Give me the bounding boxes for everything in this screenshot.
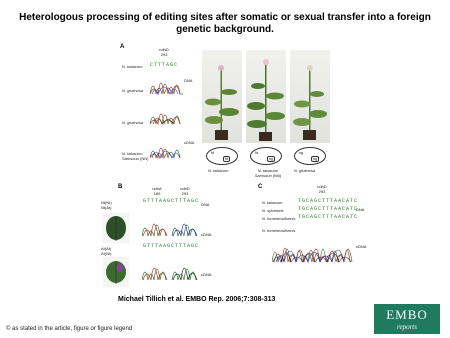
panel-c-chromatogram — [272, 232, 354, 266]
panel-a-letter: A — [120, 44, 125, 50]
panel-c-species-1: N. tabacum — [262, 200, 283, 205]
logo-sub-text: reports — [397, 323, 417, 331]
leaf-photo-at — [103, 257, 129, 287]
panel-c-seq-2: TGCAGCTTTAACATC — [298, 206, 359, 212]
panel-b-gene-2 — [176, 187, 194, 196]
panel-b-chromatograms — [142, 208, 200, 288]
panel-a-trace-1 — [150, 83, 183, 94]
panel-a-species-4-sub: Samsoun (NN) — [122, 156, 149, 161]
panel-a-trace-3 — [150, 148, 180, 158]
panel-b-gene-2-name: ndhD — [180, 186, 190, 191]
panel-a-species-2: N. glutinosa — [122, 88, 144, 93]
panel-b-row-label-3: At(At) — [101, 246, 112, 251]
panel-b-seq-1b: CTTTAGC — [171, 198, 200, 204]
plant-samsoun-image — [246, 50, 286, 143]
leaf-photo-nt — [103, 213, 129, 243]
panel-c-gene-pos: 293 — [318, 188, 326, 194]
genotype-bubble-1 — [206, 147, 238, 165]
panel-c-dna-label: DNA — [356, 207, 365, 212]
panel-b-cdna-label-2: cDNA — [201, 272, 212, 277]
panel-b-row-label-2: Nt(At) — [101, 205, 112, 210]
panel-b-gene-1-name: ndhA — [152, 186, 162, 191]
figure-citation: Michael Tillich et al. EMBO Rep. 2006;7:308-313 — [118, 296, 276, 303]
genotype-bubble-2 — [250, 147, 282, 165]
panel-b-seq-2b: CTTTAGC — [171, 243, 200, 249]
panel-c-gene-name: ndhD — [317, 184, 327, 189]
plant-caption-3: N. glutinosa — [294, 168, 316, 173]
panel-b-row-label-1: Nt(Nt) — [101, 200, 112, 205]
panel-c-gene — [312, 185, 332, 194]
panel-b-gene-1-pos: 189 — [153, 190, 161, 196]
panel-b-trace-bottom — [142, 268, 197, 280]
panel-a-gene-name: ndhD — [159, 47, 169, 52]
panel-c-letter: C — [258, 184, 263, 190]
panel-b-gene-2-pos: 293 — [181, 190, 189, 196]
panel-a-dna-label: DNA — [184, 78, 193, 83]
copyright-footer: © as stated in the article, figure or figure legend — [6, 326, 133, 332]
panel-a-gene — [154, 48, 174, 57]
plant-glutinosa-image — [290, 50, 330, 143]
bubble-1-plastid: ht — [225, 157, 228, 161]
plant-caption-2: N. tabacum Samsoun (NN) — [254, 168, 282, 178]
plant-photo-tabacum — [202, 50, 242, 143]
genotype-bubble-3 — [294, 147, 326, 165]
bubble-2-nuclear: ht — [255, 151, 258, 155]
bubble-2-plastid: ng — [269, 157, 273, 161]
panel-a-chromatograms — [150, 68, 184, 168]
logo-main-text: EMBO — [386, 307, 428, 322]
plant-photo-glutinosa — [290, 50, 330, 143]
panel-c-seq-3: TGCAGCTTTAACATC — [298, 214, 359, 220]
panel-a-cdna-label: cDNA — [184, 140, 195, 145]
plant-tabacum-image — [202, 50, 242, 143]
bubble-1-nuclear: ht — [211, 151, 214, 155]
panel-b-cdna-label-1: cDNA — [201, 232, 212, 237]
panel-c-species-2: N. sylvestris — [262, 208, 284, 213]
bubble-3-plastid: ng — [313, 157, 317, 161]
panel-b-seq-2a: GTTTAAG — [143, 243, 172, 249]
panel-c-cdna-label: cDNA — [356, 244, 367, 249]
panel-a-gene-pos: 293 — [160, 51, 168, 57]
panel-a-seq-1: CTTTAGC — [150, 62, 179, 68]
plant-photo-samsoun — [246, 50, 286, 143]
panel-a-species-4: N. tabacum — [122, 151, 143, 156]
leaf-nt-image — [103, 213, 129, 243]
panel-b-letter: B — [118, 184, 123, 190]
panel-c-species-4: N. tomentosiformis — [262, 228, 296, 233]
panel-b-dna-label: DNA — [201, 202, 210, 207]
panel-b-row-label-4: At(Nt) — [101, 251, 112, 256]
panel-b-gene-1 — [148, 187, 166, 196]
leaf-at-image — [103, 257, 129, 287]
panel-b-seq-1a: GTTTAAG — [143, 198, 172, 204]
panel-a-species-1: N. tabacum — [122, 64, 143, 69]
embo-reports-logo — [374, 304, 440, 334]
panel-a-trace-2 — [150, 114, 180, 124]
plant-caption-1: N. tabacum — [208, 168, 229, 173]
bubble-3-nuclear: ng — [299, 151, 303, 155]
panel-c-seq-1: TGCAGCTTTAACATC — [298, 198, 359, 204]
panel-b-trace-top — [142, 224, 197, 236]
panel-a-species-3: N. glutinosa — [122, 120, 144, 125]
figure-title: Heterologous processing of editing sites after somatic or sexual transfer into a foreign genetic background. — [19, 12, 431, 35]
panel-c-species-3: N. tomentosiformis — [262, 216, 296, 221]
